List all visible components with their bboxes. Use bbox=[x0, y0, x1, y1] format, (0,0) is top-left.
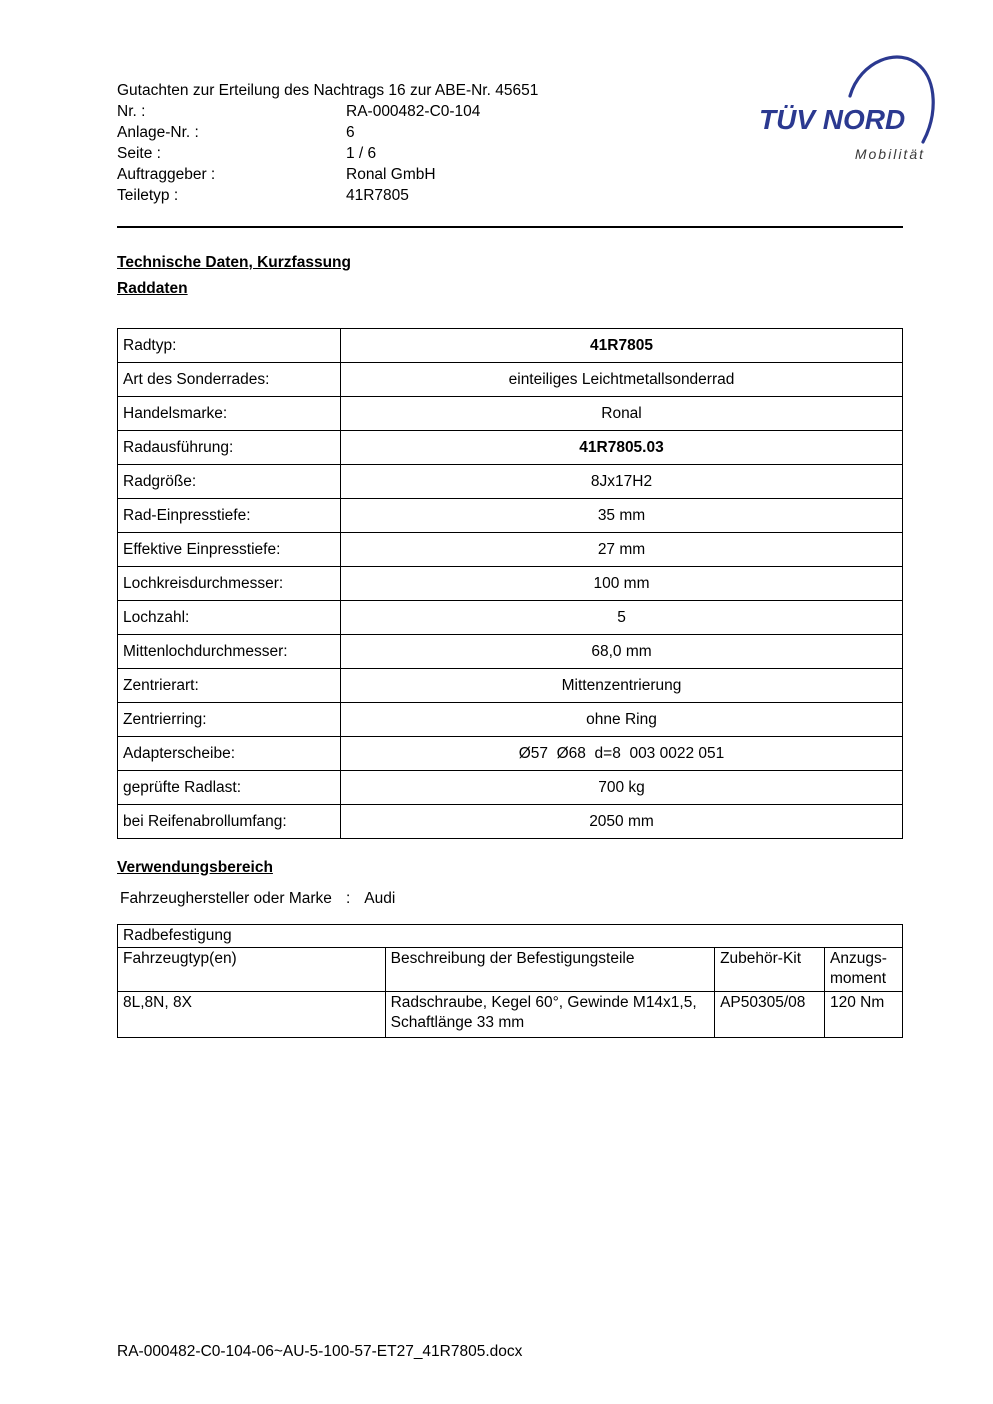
hersteller-value: Audi bbox=[364, 890, 396, 907]
raddaten-label: Adapterscheibe: bbox=[118, 737, 341, 771]
raddaten-value: ohne Ring bbox=[341, 703, 903, 737]
cell-zubehoer-kit: AP50305/08 bbox=[715, 992, 825, 1038]
raddaten-table bbox=[117, 328, 903, 839]
header-field-label: Auftraggeber : bbox=[117, 166, 216, 183]
raddaten-value: 68,0 mm bbox=[341, 635, 903, 669]
cell-fahrzeugtyp: 8L,8N, 8X bbox=[118, 992, 386, 1038]
raddaten-label: Radtyp: bbox=[118, 329, 341, 363]
header-field-value: 6 bbox=[346, 124, 355, 141]
header-field-label: Teiletyp : bbox=[117, 187, 179, 204]
raddaten-value: Ø57 Ø68 d=8 003 0022 051 bbox=[341, 737, 903, 771]
column-header-beschreibung: Beschreibung der Befestigungsteile bbox=[385, 948, 714, 992]
raddaten-label: Radausführung: bbox=[118, 431, 341, 465]
table-row bbox=[118, 397, 903, 431]
radbefestigung-title: Radbefestigung bbox=[118, 925, 903, 948]
radbefestigung-table bbox=[117, 924, 903, 1038]
table-row bbox=[118, 703, 903, 737]
header-field-label: Anlage-Nr. : bbox=[117, 124, 199, 141]
table-row bbox=[118, 992, 903, 1038]
raddaten-label: geprüfte Radlast: bbox=[118, 771, 341, 805]
document-header bbox=[117, 80, 906, 206]
raddaten-value: 35 mm bbox=[341, 499, 903, 533]
section-heading-raddaten: Raddaten bbox=[117, 280, 188, 297]
raddaten-value: 41R7805.03 bbox=[341, 431, 903, 465]
raddaten-label: Mittenlochdurchmesser: bbox=[118, 635, 341, 669]
table-header-row bbox=[118, 948, 903, 992]
table-row bbox=[118, 771, 903, 805]
raddaten-label: Zentrierart: bbox=[118, 669, 341, 703]
raddaten-label: Lochkreisdurchmesser: bbox=[118, 567, 341, 601]
raddaten-value: 700 kg bbox=[341, 771, 903, 805]
table-row bbox=[118, 465, 903, 499]
header-field bbox=[117, 164, 903, 185]
raddaten-label: Handelsmarke: bbox=[118, 397, 341, 431]
cell-beschreibung: Radschraube, Kegel 60°, Gewinde M14x1,5, Schaftlänge 33 mm bbox=[385, 992, 714, 1038]
header-field bbox=[117, 185, 903, 206]
table-row bbox=[118, 737, 903, 771]
header-field-label: Seite : bbox=[117, 145, 161, 162]
hersteller-line bbox=[117, 890, 903, 908]
section-heading-verwendungsbereich: Verwendungsbereich bbox=[117, 859, 273, 876]
raddaten-label: Art des Sonderrades: bbox=[118, 363, 341, 397]
header-field bbox=[117, 122, 903, 143]
table-row bbox=[118, 601, 903, 635]
raddaten-label: Radgröße: bbox=[118, 465, 341, 499]
table-row bbox=[118, 567, 903, 601]
column-header-fahrzeugtyp: Fahrzeugtyp(en) bbox=[118, 948, 386, 992]
header-divider bbox=[117, 226, 903, 228]
header-field-value: Ronal GmbH bbox=[346, 166, 436, 183]
raddaten-value: 41R7805 bbox=[341, 329, 903, 363]
raddaten-value: einteiliges Leichtmetallsonderrad bbox=[341, 363, 903, 397]
raddaten-value: 5 bbox=[341, 601, 903, 635]
raddaten-value: 27 mm bbox=[341, 533, 903, 567]
header-field-value: RA-000482-C0-104 bbox=[346, 103, 481, 120]
raddaten-label: Effektive Einpresstiefe: bbox=[118, 533, 341, 567]
table-row bbox=[118, 499, 903, 533]
table-row bbox=[118, 329, 903, 363]
raddaten-value: 100 mm bbox=[341, 567, 903, 601]
hersteller-label: Fahrzeughersteller oder Marke bbox=[120, 890, 332, 907]
column-header-anzugsmoment: Anzugs-moment bbox=[825, 948, 903, 992]
raddaten-value: 2050 mm bbox=[341, 805, 903, 839]
table-row bbox=[118, 533, 903, 567]
table-title-row bbox=[118, 925, 903, 948]
table-row bbox=[118, 669, 903, 703]
raddaten-label: Lochzahl: bbox=[118, 601, 341, 635]
raddaten-label: bei Reifenabrollumfang: bbox=[118, 805, 341, 839]
table-row bbox=[118, 805, 903, 839]
raddaten-value: Ronal bbox=[341, 397, 903, 431]
table-row bbox=[118, 635, 903, 669]
raddaten-value: 8Jx17H2 bbox=[341, 465, 903, 499]
header-field bbox=[117, 101, 903, 122]
cell-anzugsmoment: 120 Nm bbox=[825, 992, 903, 1038]
raddaten-value: Mittenzentrierung bbox=[341, 669, 903, 703]
header-field-label: Nr. : bbox=[117, 103, 146, 120]
table-row bbox=[118, 431, 903, 465]
column-header-zubehoer-kit: Zubehör-Kit bbox=[715, 948, 825, 992]
logo-brand-text: TÜV NORD bbox=[759, 104, 906, 135]
raddaten-label: Rad-Einpresstiefe: bbox=[118, 499, 341, 533]
header-field-value: 41R7805 bbox=[346, 187, 409, 204]
header-title-line: Gutachten zur Erteilung des Nachtrags 16 zur ABE-Nr. 45651 bbox=[117, 82, 539, 99]
header-field-value: 1 / 6 bbox=[346, 145, 377, 162]
raddaten-label: Zentrierring: bbox=[118, 703, 341, 737]
footer-filename: RA-000482-C0-104-06~AU-5-100-57-ET27_41R7805.docx bbox=[117, 1343, 523, 1360]
hersteller-separator: : bbox=[345, 890, 351, 907]
section-heading-technische-daten: Technische Daten, Kurzfassung bbox=[117, 254, 351, 271]
logo-subtitle-text: Mobilität bbox=[854, 146, 925, 162]
table-row bbox=[118, 363, 903, 397]
header-field bbox=[117, 143, 903, 164]
